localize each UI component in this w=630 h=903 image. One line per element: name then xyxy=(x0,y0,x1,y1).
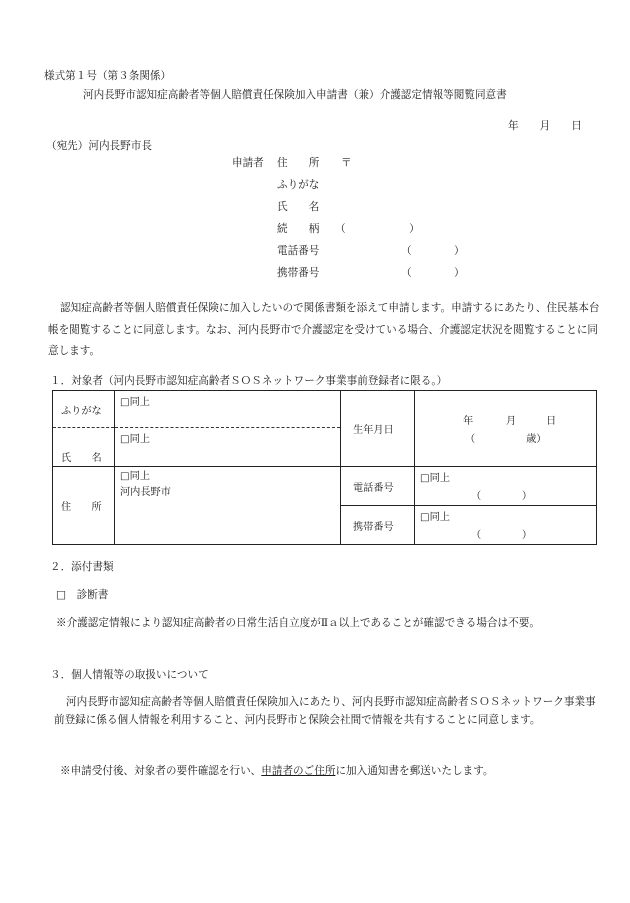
declaration-text: 認知症高齢者等個人賠償責任保険に加入したいので関係書類を添えて申請します。申請するにあたり、住民基本台帳を閲覧することに同意します。なお、河内長野市で介護認定を受けている場合、介護認定状況を閲覧することに同意します。 xyxy=(48,302,600,357)
phone-label-cell xyxy=(341,467,415,506)
phone-value-cell[interactable] xyxy=(415,467,597,506)
applicant-relation-label: 続 柄 xyxy=(277,223,320,235)
target-phone-field: （ ） xyxy=(471,491,533,502)
furigana-label: ふりがな xyxy=(61,405,102,417)
section1-heading: １．対象者（河内長野市認知症高齢者ＳＯＳネットワーク事業事前登録者に限る。） xyxy=(50,375,448,387)
name-same-checkbox[interactable]: □同上 xyxy=(120,434,151,445)
date-month-label: 月 xyxy=(539,120,551,132)
mobile-same-checkbox[interactable]: □同上 xyxy=(420,512,451,523)
target-mobile-field: （ ） xyxy=(471,530,533,541)
application-date xyxy=(508,118,582,133)
address-city: 河内長野市 xyxy=(120,487,171,498)
applicant-mobile-field: （ ） xyxy=(401,267,465,279)
applicant-name-row xyxy=(277,199,319,214)
age-field: （ 歳） xyxy=(465,434,547,445)
address-value-cell[interactable] xyxy=(115,467,341,545)
target-mobile-label: 携帯番号 xyxy=(353,521,394,533)
diagnosis-checkbox-item[interactable]: □ 診断書 xyxy=(56,589,109,601)
section3-heading: ３．個人情報等の取扱いについて xyxy=(50,669,209,681)
applicant-relation-row xyxy=(277,221,420,236)
applicant-name-label: 氏 名 xyxy=(277,201,320,213)
applicant-mobile-label: 携帯番号 xyxy=(277,267,320,279)
date-year-label: 年 xyxy=(508,120,519,132)
applicant-phone-label: 電話番号 xyxy=(277,245,320,257)
document-title: 河内長野市認知症高齢者等個人賠償責任保険加入申請書（兼）介護認定情報等閲覧同意書 xyxy=(83,89,507,101)
furigana-label-cell xyxy=(53,391,115,428)
applicant-furigana-row xyxy=(277,177,319,192)
name-value-cell[interactable] xyxy=(115,428,341,467)
form-number: 様式第１号（第３条関係） xyxy=(44,70,172,82)
applicant-mobile-row xyxy=(277,265,465,280)
birth-month-label: 月 xyxy=(506,416,517,427)
applicant-address-label: 住 所 xyxy=(277,157,320,169)
attachment-note: ※介護認定情報により認知症高齢者の日常生活自立度がⅡａ以上であることが確認できる場合は不要。 xyxy=(56,617,540,629)
applicant-furigana-label: ふりがな xyxy=(277,179,320,191)
address-label: 住 所 xyxy=(61,501,102,513)
section2-heading: ２．添付書類 xyxy=(50,561,114,573)
birthdate-label-cell xyxy=(341,391,415,467)
mobile-label-cell xyxy=(341,506,415,545)
relation-field: （ ） xyxy=(335,223,420,235)
name-label: 氏 名 xyxy=(61,453,102,464)
phone-same-checkbox[interactable]: □同上 xyxy=(420,473,451,484)
birth-day-label: 日 xyxy=(546,416,557,427)
privacy-consent-text: 河内長野市認知症高齢者等個人賠償責任保険加入にあたり、河内長野市認知症高齢者ＳＯＳネットワーク事業事前登録に係る個人情報を利用すること、河内長野市と保険会社間で情報を共有することに同意します。 xyxy=(54,696,596,726)
applicant-phone-field: （ ） xyxy=(401,245,465,257)
address-same-checkbox[interactable]: □同上 xyxy=(120,471,151,482)
address-label-cell xyxy=(53,467,115,545)
target-person-table xyxy=(52,390,597,545)
notice-prefix: ※申請受付後、対象者の要件確認を行い、 xyxy=(60,765,262,777)
addressee: （宛先）河内長野市長 xyxy=(46,140,152,152)
applicant-label: 申請者 xyxy=(232,157,264,169)
mobile-value-cell[interactable] xyxy=(415,506,597,545)
date-day-label: 日 xyxy=(571,120,582,132)
birthdate-value-cell[interactable] xyxy=(415,391,597,467)
notice-suffix: に加入通知書を郵送いたします。 xyxy=(335,765,494,777)
name-label-cell xyxy=(53,428,115,467)
birth-year-label: 年 xyxy=(463,416,474,427)
furigana-same-checkbox[interactable]: □同上 xyxy=(120,397,151,408)
applicant-address-row xyxy=(277,155,352,170)
target-phone-label: 電話番号 xyxy=(353,482,394,494)
birthdate-label: 生年月日 xyxy=(353,424,394,436)
mailing-notice xyxy=(60,763,494,778)
applicant-phone-row xyxy=(277,243,465,258)
furigana-value-cell[interactable] xyxy=(115,391,341,428)
notice-underlined: 申請者のご住所 xyxy=(261,765,336,777)
postal-mark: 〒 xyxy=(341,157,352,169)
